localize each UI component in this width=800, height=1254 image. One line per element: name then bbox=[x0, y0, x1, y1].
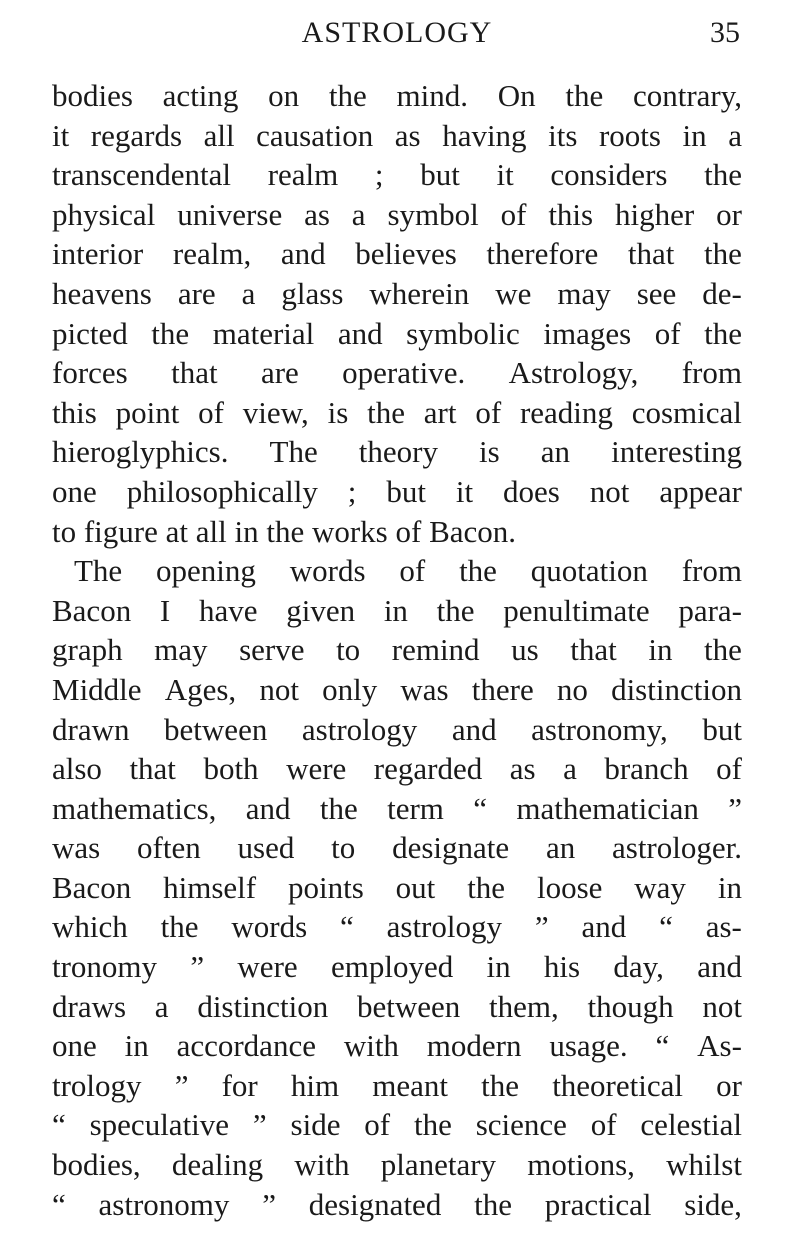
text-line: to figure at all in the works of Bacon. bbox=[52, 513, 517, 549]
text-line: trology ” for him meant the theoretical or bbox=[52, 1067, 742, 1103]
text-line: “ speculative ” side of the science of celestial bbox=[52, 1107, 742, 1143]
text-line: interior realm, and believes therefore that the bbox=[52, 236, 742, 272]
text-line: also that both were regarded as a branch of bbox=[52, 751, 742, 787]
text-line: hieroglyphics. The theory is an interesting bbox=[52, 434, 742, 470]
text-line: physical universe as a symbol of this higher or bbox=[52, 196, 742, 232]
text-line: picted the material and symbolic images of the bbox=[52, 315, 742, 351]
text-line: “ astronomy ” designated the practical side, bbox=[52, 1186, 742, 1222]
text-line: Middle Ages, not only was there no distinction bbox=[52, 671, 742, 707]
text-line: it regards all causation as having its roots in a bbox=[52, 117, 742, 153]
text-line: drawn between astrology and astronomy, but bbox=[52, 711, 742, 747]
text-line: was often used to designate an astrologer. bbox=[52, 830, 742, 866]
text-line: bodies, dealing with planetary motions, whilst bbox=[52, 1147, 742, 1183]
text-line: Bacon himself points out the loose way in bbox=[52, 869, 742, 905]
text-line: forces that are operative. Astrology, from bbox=[52, 355, 742, 391]
running-title: ASTROLOGY bbox=[301, 16, 493, 49]
text-line: graph may serve to remind us that in the bbox=[52, 632, 742, 668]
text-line: The opening words of the quotation from bbox=[74, 553, 742, 589]
text-line: this point of view, is the art of reading cosmical bbox=[52, 394, 742, 430]
page-header bbox=[52, 16, 742, 56]
text-line: draws a distinction between them, though not bbox=[52, 988, 742, 1024]
text-line: tronomy ” were employed in his day, and bbox=[52, 949, 742, 985]
text-line: transcendental realm ; but it considers the bbox=[52, 157, 742, 193]
text-line: heavens are a glass wherein we may see de- bbox=[52, 275, 742, 311]
text-line: one in accordance with modern usage. “ As- bbox=[52, 1028, 742, 1064]
body-text bbox=[52, 76, 742, 1224]
text-line: one philosophically ; but it does not appear bbox=[52, 473, 742, 509]
text-line: mathematics, and the term “ mathematician ” bbox=[52, 790, 742, 826]
text-line: bodies acting on the mind. On the contrary, bbox=[52, 78, 742, 113]
page-number: 35 bbox=[710, 16, 740, 49]
text-line: Bacon I have given in the penultimate para- bbox=[52, 592, 742, 628]
text-line: which the words “ astrology ” and “ as- bbox=[52, 909, 742, 945]
